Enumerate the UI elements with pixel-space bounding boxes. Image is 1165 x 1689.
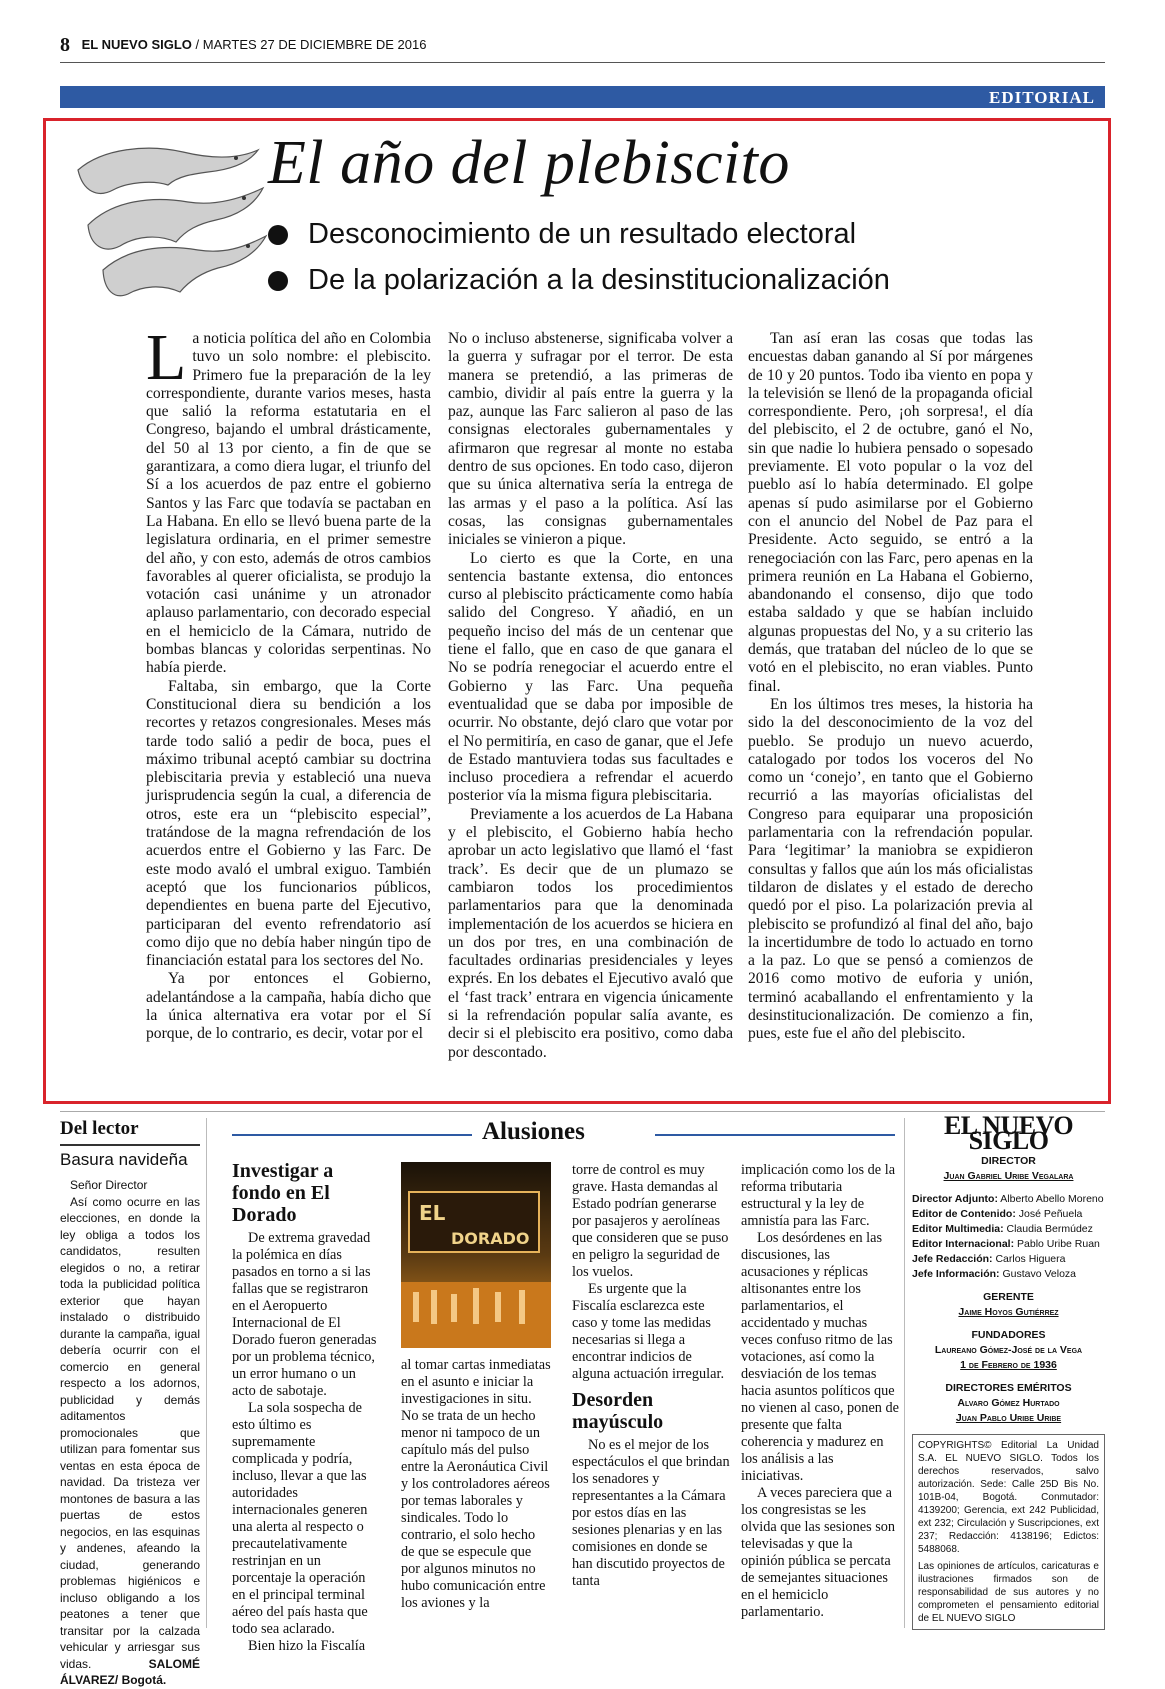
staff-row: Jefe Información: Gustavo Veloza bbox=[912, 1268, 1076, 1280]
alusiones-rule-right bbox=[655, 1134, 895, 1136]
fundadores-label: FUNDADORES bbox=[971, 1329, 1046, 1341]
article-headline-desorden: Desorden mayúsculo bbox=[572, 1389, 664, 1433]
article-paragraph: De extrema gravedad la polémica en días pasados en torno a si las fallas que se registraron en el Aeropuerto Internacional de El Dorado fueron generadas por un problema técnico, un error humano o un acto de sabotaje. bbox=[232, 1230, 377, 1399]
airport-photo bbox=[401, 1162, 551, 1348]
photo-sign-top: EL bbox=[419, 1201, 446, 1225]
copyright-box bbox=[912, 1434, 1105, 1630]
editorial-paragraph: En los últimos tres meses, la historia ha sido la del desconocimiento de la voz del pueblo. Se produjo un nuevo acuerdo, catalogado por todos los voceros del No como un ‘conejo’, en tanto que el Gobierno recurrió a las mayorías oficialistas del Congreso para equiparar una proposición parlamentaria con la refrendación popular. Para ‘legitimar’ la maniobra se expidieron consultas y fallos que aún los más oficialistas tildaron de dislates y el estado de derecho quedó por el piso. La polarización previa al plebiscito se profundizó al final del año, bajo la incertidumbre de todo lo actuado en torno a la paz. Lo que se pensó a comienzos de 2016 como motivo de euforia y unión, terminó acaballando el enfrentamiento y la desinstitucionalización. De comienzo a fin, pues, este fue el año del plebiscito. bbox=[748, 695, 1033, 1043]
staff-row: Editor Multimedia: Claudia Bermúdez bbox=[912, 1223, 1093, 1235]
director-name: Juan Gabriel Uribe Vegalara bbox=[943, 1170, 1074, 1182]
alusiones-title: Alusiones bbox=[482, 1118, 585, 1145]
article-paragraph: Los desórdenes en las discusiones, las acusaciones y réplicas altisonantes entre los parlamentarios, el accidentado y muchas veces confuso ritmo de las votaciones, así como la desviación de los temas hacia asuntos políticos que no vienen al caso, ponen de presente que falta coherencia y madurez en los análisis a las iniciativas. bbox=[741, 1230, 900, 1484]
alusiones-column-4 bbox=[741, 1162, 899, 1621]
letter-body bbox=[60, 1177, 200, 1689]
copyright-text: COPYRIGHTS© Editorial La Unidad S.A. EL NUEVO SIGLO. Todos los derechos reservados, salvo autorización. Sede: Calle 25D Bis No. 101B-04, Bogotá. Conmutador: 4139200; Gerencia, ext 242 Publicidad, ext 232; Circulación y Suscripciones, ext 237; Redacción: 4138196; Edictos: 5488068. bbox=[918, 1440, 1099, 1555]
del-lector-title: Del lector bbox=[60, 1118, 139, 1139]
article-paragraph: A veces pareciera que a los congresistas se les olvida que las sesiones son televisadas y que la opinión pública se percata de semejantes situaciones en el hemiciclo parlamentario. bbox=[741, 1485, 896, 1620]
publication-name: EL NUEVO SIGLO bbox=[81, 36, 192, 52]
editorial-paragraph: Tan así eran las cosas que todas las encuestas daban ganando al Sí por márgenes de 10 y 20 puntos. Todo iba viento en popa y la televisión se llenó de la propaganda oficial correspondiente. Pero, ¡oh sorpresa!, el día del plebiscito, el 2 de octubre, ganó el No, sin que nadie lo hubiera pensado o sopesado previamente. El voto popular o la voz del pueblo así lo había determinado. El golpe apenas sí pudo asimilarse por el Gobierno con el anuncio del Nobel de Paz para el Presidente. Acto seguido, se entró a la renegociación con las Farc, pero apenas en la primera reunión en La Habana el Gobierno, abandonando el consenso, dijo que todo estaba saldado y que se habían incluido algunas propuestas del No, y a su criterio las demás, que trataban del núcleo de lo que se votó en el plebiscito, no eran viables. Punto final. bbox=[748, 330, 1033, 695]
article-paragraph: Es urgente que la Fiscalía esclarezca este caso y tome las medidas necesarias si llega a encontrar indicios de alguna actuación irregular. bbox=[572, 1281, 725, 1382]
gerente-label: GERENTE bbox=[983, 1291, 1034, 1303]
article-paragraph: al tomar cartas inmediatas en el asunto e iniciar la investigaciones in situ. No se trata de un hecho menor ni tampoco de un capítulo más del pulso entre la Aeronáutica Civil y los controladores aéreos por temas laborales y sindicales. Todo lo contrario, el solo hecho de que se especule que por algunos minutos no hubo comunicación entre los aviones y la bbox=[401, 1357, 551, 1611]
article-paragraph: No es el mejor de los espectáculos el que brindan los senadores y representantes a la Cámara por estos días en las sesiones plenarias y en las comisiones en donde se han discutido proyectos de tanta bbox=[572, 1437, 730, 1589]
page-number: 8 bbox=[60, 34, 70, 56]
fundacion-date: 1 de Febrero de 1936 bbox=[960, 1359, 1057, 1371]
section-label: EDITORIAL bbox=[989, 88, 1095, 107]
editorial-column-1 bbox=[146, 321, 431, 1044]
alusiones-column-1 bbox=[232, 1160, 382, 1655]
staff-row: Editor Internacional: Pablo Uribe Ruan bbox=[912, 1238, 1100, 1250]
column-divider bbox=[206, 1118, 207, 1628]
staff-row: Director Adjunto: Alberto Abello Moreno bbox=[912, 1193, 1104, 1205]
fundadores-names: Laureano Gómez-José de la Vega bbox=[934, 1344, 1083, 1356]
letter-salutation: Señor Director bbox=[70, 1178, 148, 1192]
photo-sign-bottom: DORADO bbox=[451, 1229, 530, 1248]
alusiones-column-3 bbox=[572, 1162, 730, 1590]
director-label: DIRECTOR bbox=[981, 1155, 1036, 1167]
section-band bbox=[60, 86, 1105, 108]
editorial-paragraph: No o incluso abstenerse, significaba volver a la guerra y sufragar por el terror. De esta manera se pretendió, a las primeras de cambio, dividir al país entre la guerra y la paz, aunque las Farc salieron al paso de las consignas electorales gubernamentales y afirmaron que regresar al monte no estaba dentro de sus opciones. En todo caso, dijeron que su única alternativa sería la entrega de las armas y el paso a la política. Así las cosas, las consignas gubernamentales iniciales se vinieron a pique. bbox=[448, 330, 733, 549]
letter-signature: SALOMÉ ÁLVAREZ/ bbox=[60, 1656, 200, 1687]
article-headline-el-dorado: Investigar a fondo en El Dorado bbox=[232, 1160, 334, 1226]
editorial-paragraph: Ya por entonces el Gobierno, adelantándose a la campaña, había dicho que la única alternativa era votar por el Sí porque, de lo contrario, es decir, votar por el bbox=[146, 970, 431, 1043]
article-paragraph: Bien hizo la Fiscalía bbox=[248, 1638, 366, 1654]
masthead bbox=[912, 1111, 1105, 1630]
page-header: 8 EL NUEVO SIGLO / MARTES 27 DE DICIEMBRE DE 2016 bbox=[60, 34, 1105, 58]
letter-text: Así como ocurre en las elecciones, en donde la ley obliga a todos los candidatos, resulten elegidos o no, a retirar toda la publicidad política exterior que hayan instalado o distribuido durante la campaña, igual debería ocurrir con el comercio en general respecto a los adornos, publicidad y demás aditamentos promocionales que utilizan para fomentar sus ventas en esta época de navidad. Da tristeza ver montones de basura a las puertas de estos negocios, en las esquinas y andenes, afeando la ciudad, generando problemas higiénicos e incluso obligando a los peatones a tener que transitar por la calzada vehicular y arriesgar sus vidas. bbox=[60, 1194, 200, 1671]
del-lector-rule bbox=[60, 1144, 200, 1146]
letter-headline: Basura navideña bbox=[60, 1150, 188, 1169]
letter-city: Bogotá. bbox=[121, 1673, 167, 1687]
editorial-title: El año del plebiscito bbox=[268, 129, 790, 197]
editorial-paragraph: La noticia política del año en Colombia tuvo un solo nombre: el plebiscito. Primero fue la preparación de la ley correspondiente, durante varios meses, hasta que salió la reforma estatutaria en el Congreso, bajando el umbral drásticamente, del 50 al 13 por ciento, a fin de que se garantizara, a como diera lugar, el triunfo del Sí a los acuerdos de paz entre el gobierno Santos y las Farc que todavía se pactaban en La Habana. En ello se llevó buena parte de la legislatura ordinaria, en el primer semestre del año, y con esto, además de otros cambios favorables al querer oficialista, se produjo la votación casi unánime y un atronador aplauso parlamentario, con decorado especial en el hemiciclo de la Cámara, nutrido de bombas blancas y coloridas serpentinas. No había pierde. bbox=[146, 321, 431, 677]
subtitle-bullet-2: De la polarización a la desinstitucionalización bbox=[268, 264, 890, 297]
article-paragraph: implicación como los de la reforma tributaria estructural y la ley de amnistía para las Farc. bbox=[741, 1162, 896, 1229]
emeritos-label: DIRECTORES EMÉRITOS bbox=[945, 1382, 1072, 1394]
editorial-column-2 bbox=[448, 330, 733, 1062]
emerito-name: Juan Pablo Uribe Uribe bbox=[955, 1412, 1062, 1424]
editorial-paragraph: Previamente a los acuerdos de La Habana y el plebiscito, el Gobierno había hecho aprobar un acto legislativo que llamó el ‘fast track’. Es decir que de un plumazo se cambiaron todos los procedimientos parlamentarios para que la denominada implementación de los acuerdos se hiciera en un dos por tres, en una combinación de facultades ordinarias presidenciales y leyes exprés. En los debates el Ejecutivo avaló que el ‘fast track’ entrara en vigencia únicamente si la refrendación popular salía avante, es decir si el plebiscito era positivo, como daba por descontado. bbox=[448, 805, 733, 1061]
emerito-name: Alvaro Gómez Hurtado bbox=[957, 1397, 1060, 1409]
gerente-name: Jaime Hoyos Gutiérrez bbox=[958, 1306, 1059, 1318]
article-paragraph: La sola sospecha de esto último es supremamente complicada y podría, incluso, llevar a que las autoridades internacionales generen una alerta al respecto o precautelativamente restrinjan en un porcentaje la operación en el principal terminal aéreo del país hasta que todo sea aclarado. bbox=[232, 1400, 368, 1637]
subtitle-bullet-1: Desconocimiento de un resultado electoral bbox=[268, 218, 856, 251]
staff-row: Jefe Redacción: Carlos Higuera bbox=[912, 1253, 1066, 1265]
masthead-logo: EL NUEVO SIGLO bbox=[943, 1111, 1074, 1155]
horses-illustration bbox=[58, 130, 268, 300]
editorial-paragraph: Faltaba, sin embargo, que la Corte Constitucional diera su bendición a los recortes y retazos congresionales. Meses más tarde todo salió a pedir de boca, pues el máximo tribunal aceptó cambiar su doctrina plebiscitaria previa y estableció una nueva jurisprudencia según la cual, a diferencia de otros, este era un “plebiscito especial”, tratándose de la magna refrendación de los acuerdos entre el Gobierno y las Farc. De este modo avaló el umbral exiguo. También aceptó que los funcionarios públicos, dependientes en buena parte del Ejecutivo, participaran del evento refrendatorio así como dijo que no debía haber ningún tipo de financiación estatal para los sectores del No. bbox=[146, 677, 431, 970]
article-paragraph: torre de control es muy grave. Hasta demandas al Estado podrían generarse por pasajeros y aerolíneas que consideren que se puso en peligro la seguridad de los vuelos. bbox=[572, 1162, 729, 1280]
editorial-paragraph: Lo cierto es que la Corte, en una sentencia bastante extensa, dio entonces curso al plebiscito prácticamente como había salido del Congreso. Y añadió, en un pequeño inciso del más de un centenar que tiene el fallo, que en caso de que ganara el No se podría renegociar el acuerdo entre el Gobierno y las Farc. Una pequeña eventualidad que se daba por imposible de ocurrir. No obstante, dejó claro que votar por el No permitiría, en caso de ganar, que el Jefe de Estado mantuviera todas sus facultades e incluso procediera a refrendar el acuerdo posterior vía la misma figura plebiscitaria. bbox=[448, 549, 733, 805]
staff-row: Editor de Contenido: José Peñuela bbox=[912, 1208, 1083, 1220]
editorial-column-3 bbox=[748, 330, 1033, 1044]
alusiones-rule-left bbox=[232, 1134, 472, 1136]
column-divider bbox=[904, 1118, 905, 1628]
drop-cap: L bbox=[146, 321, 187, 394]
staff-list bbox=[912, 1192, 1105, 1282]
issue-date: MARTES 27 DE DICIEMBRE DE 2016 bbox=[202, 36, 427, 52]
header-rule bbox=[60, 62, 1105, 63]
alusiones-column-2 bbox=[401, 1357, 551, 1612]
disclaimer-text: Las opiniones de artículos, caricaturas e ilustraciones firmados son de responsabilidad de sus autores y no comprometen el pensamiento editorial de EL NUEVO SIGLO bbox=[918, 1561, 1099, 1624]
